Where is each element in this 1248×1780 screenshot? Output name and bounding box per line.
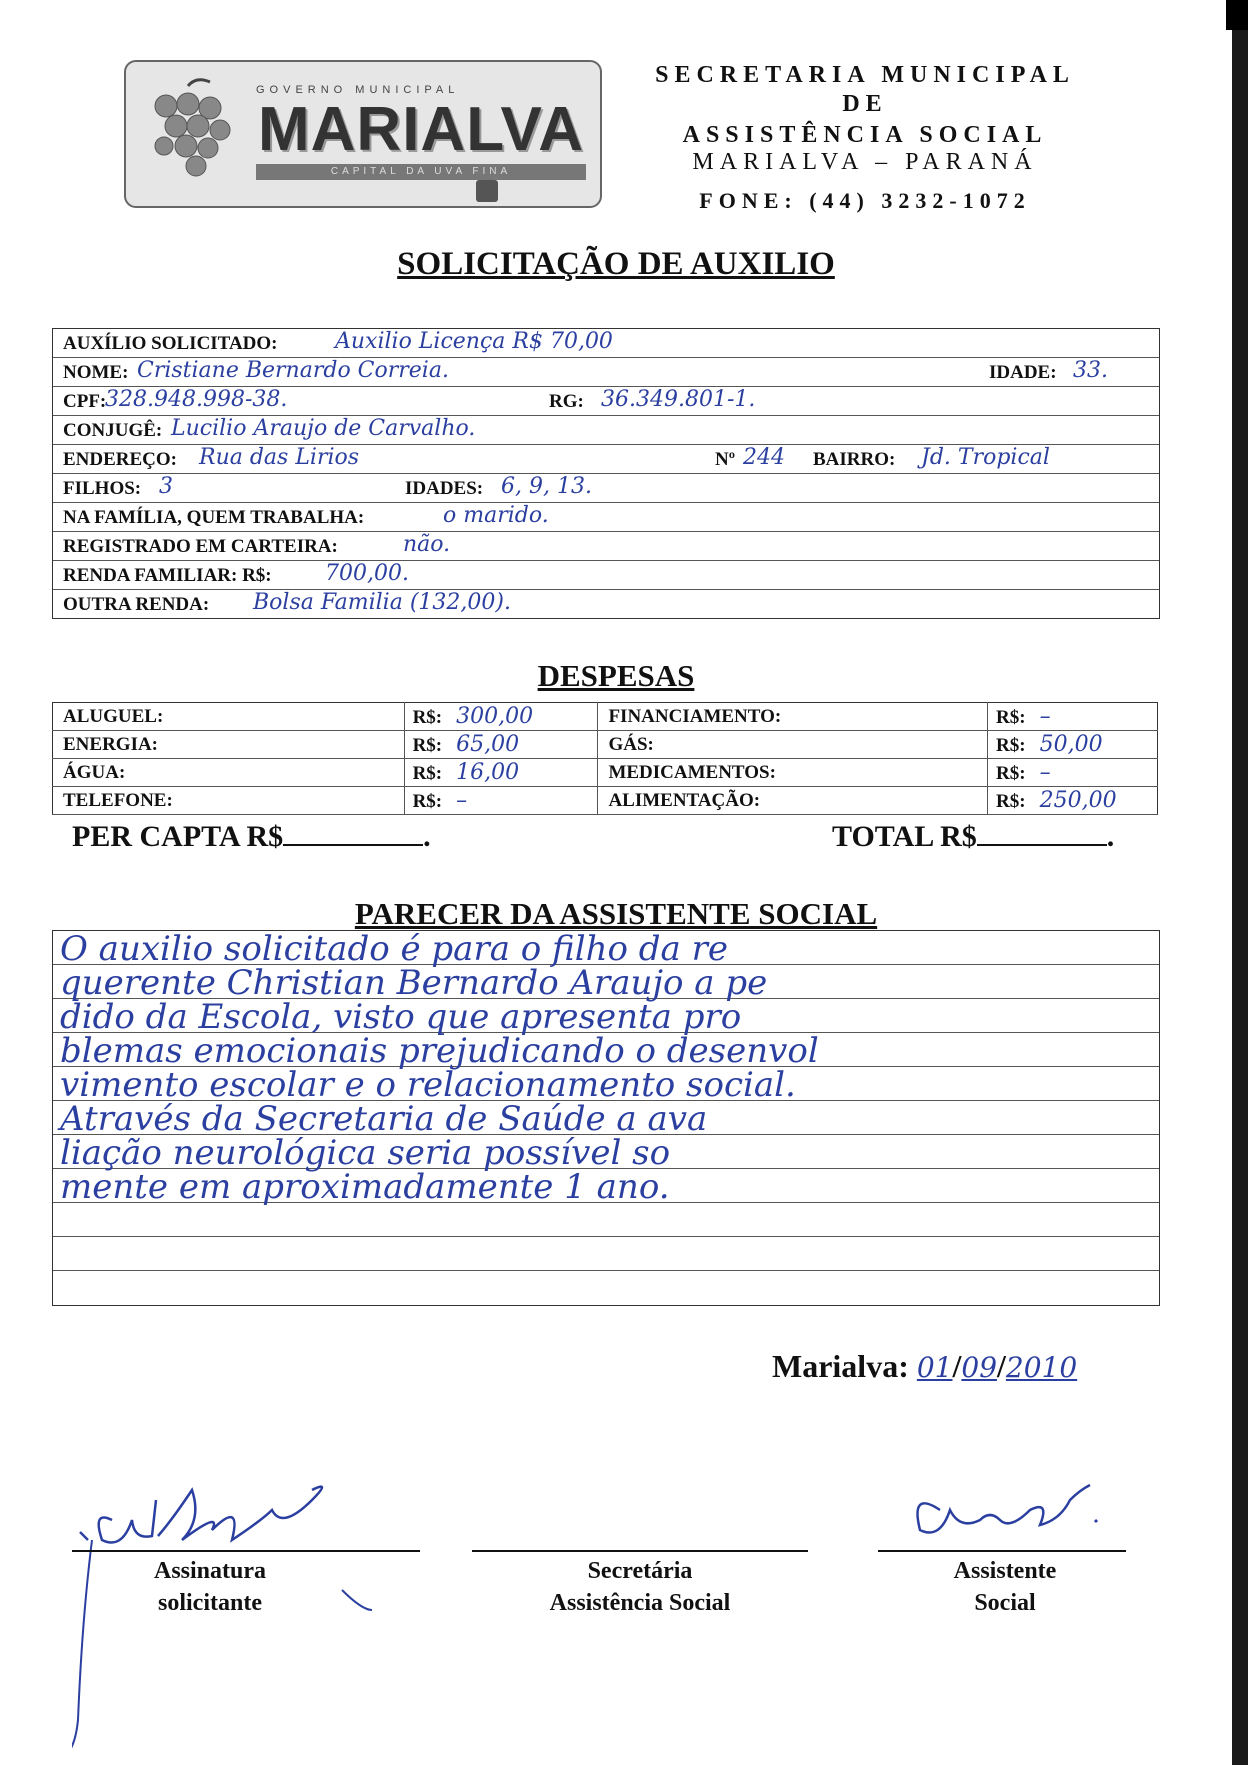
assistant-sig-line2: Social bbox=[974, 1590, 1036, 1616]
despesas-title: DESPESAS bbox=[537, 658, 695, 693]
carteira-label: REGISTRADO EM CARTEIRA: bbox=[63, 536, 338, 557]
currency-label: R$: bbox=[996, 791, 1026, 812]
expense-row bbox=[53, 759, 1158, 787]
per-capta-dot: . bbox=[423, 820, 431, 853]
letterhead bbox=[615, 62, 1115, 214]
parecer-line: liação neurológica seria possível so bbox=[60, 1133, 671, 1173]
parecer-rule bbox=[53, 1270, 1159, 1271]
letterhead-phone: FONE: (44) 3232-1072 bbox=[699, 188, 1031, 213]
per-capta-blank bbox=[283, 818, 423, 846]
rg-value: 36.349.801-1. bbox=[601, 387, 756, 412]
per-capta-label: PER CAPTA R$ bbox=[72, 820, 284, 853]
expense-label: GÁS: bbox=[598, 731, 988, 759]
expense-amount-cell bbox=[988, 731, 1158, 759]
marialva-logo bbox=[124, 60, 602, 208]
expense-amount-cell bbox=[988, 759, 1158, 787]
date-label: Marialva: bbox=[772, 1348, 909, 1384]
page-edge-corner bbox=[1226, 0, 1248, 30]
letterhead-line2: DE bbox=[842, 91, 888, 117]
applicant-sig-line2: solicitante bbox=[158, 1590, 262, 1616]
secretary-sig-line2: Assistência Social bbox=[549, 1590, 731, 1616]
numero-value: 244 bbox=[743, 445, 785, 470]
cpf-value: 328.948.998-38. bbox=[105, 387, 288, 412]
date-year: 2010 bbox=[1005, 1351, 1078, 1384]
secretary-sig-line1: Secretária bbox=[587, 1558, 693, 1584]
renda-value: 700,00. bbox=[325, 561, 409, 586]
parecer-line: dido da Escola, visto que apresenta pro bbox=[60, 997, 742, 1037]
expense-value: – bbox=[1039, 760, 1051, 785]
parecer-rule bbox=[53, 1236, 1159, 1237]
parecer-line: querente Christian Bernardo Araujo a pe bbox=[60, 963, 768, 1003]
conjuge-value: Lucilio Araujo de Carvalho. bbox=[171, 416, 476, 441]
expense-label: MEDICAMENTOS: bbox=[598, 759, 988, 787]
parecer-text bbox=[60, 929, 1170, 1207]
date-month: 09 bbox=[961, 1351, 998, 1384]
total-label: TOTAL R$ bbox=[832, 820, 977, 853]
bairro-label: BAIRRO: bbox=[813, 449, 896, 470]
currency-label: R$: bbox=[412, 707, 443, 728]
expense-label: ÁGUA: bbox=[53, 759, 405, 787]
expense-value: – bbox=[456, 788, 468, 813]
renda-label: RENDA FAMILIAR: R$: bbox=[63, 565, 272, 586]
parecer-line: vimento escolar e o relacionamento social. bbox=[60, 1065, 796, 1105]
grapes-icon bbox=[136, 76, 246, 196]
currency-label: R$: bbox=[412, 763, 443, 784]
signature-label-applicant bbox=[100, 1555, 320, 1619]
expense-amount-cell bbox=[988, 703, 1158, 731]
row-trabalha bbox=[53, 503, 1159, 532]
outra-renda-value: Bolsa Familia (132,00). bbox=[253, 590, 511, 615]
expense-row bbox=[53, 703, 1158, 731]
expense-amount-cell bbox=[404, 703, 598, 731]
outra-renda-label: OUTRA RENDA: bbox=[63, 594, 210, 615]
cpf-label: CPF: bbox=[63, 391, 107, 412]
row-endereco bbox=[53, 445, 1159, 474]
expense-label: ALUGUEL: bbox=[53, 703, 405, 731]
expense-row bbox=[53, 731, 1158, 759]
signature-line-assistant bbox=[878, 1550, 1126, 1552]
endereco-value: Rua das Lirios bbox=[199, 445, 360, 470]
rg-label: RG: bbox=[549, 391, 584, 412]
signature-label-secretary bbox=[490, 1555, 790, 1619]
letterhead-line4: MARIALVA – PARANÁ bbox=[692, 149, 1038, 175]
expense-amount-cell bbox=[404, 759, 598, 787]
expense-row bbox=[53, 787, 1158, 815]
document-title: SOLICITAÇÃO DE AUXILIO bbox=[397, 246, 835, 282]
filhos-value: 3 bbox=[159, 474, 173, 499]
trabalha-label: NA FAMÍLIA, QUEM TRABALHA: bbox=[63, 507, 365, 528]
trabalha-value: o marido. bbox=[443, 503, 549, 528]
expense-amount-cell bbox=[404, 787, 598, 815]
nome-value: Cristiane Bernardo Correia. bbox=[137, 358, 449, 383]
carteira-value: não. bbox=[403, 532, 451, 557]
auxilio-label: AUXÍLIO SOLICITADO: bbox=[63, 333, 278, 354]
logo-brand: MARIALVA bbox=[258, 95, 584, 164]
applicant-sig-line1: Assinatura bbox=[153, 1558, 267, 1584]
idades-value: 6, 9, 13. bbox=[501, 474, 592, 499]
parecer-line: blemas emocionais prejudicando o desenvol bbox=[60, 1031, 819, 1071]
logo-band-bottom: CAPITAL DA UVA FINA bbox=[256, 164, 586, 180]
nome-label: NOME: bbox=[63, 362, 129, 383]
row-auxilio bbox=[53, 329, 1159, 358]
auxilio-value: Auxilio Licença R$ 70,00 bbox=[335, 329, 613, 354]
total bbox=[832, 818, 1114, 854]
expense-value: – bbox=[1039, 704, 1051, 729]
page-edge bbox=[1232, 0, 1248, 1765]
row-outra-renda bbox=[53, 590, 1159, 618]
expense-label: ALIMENTAÇÃO: bbox=[598, 787, 988, 815]
letterhead-line3: ASSISTÊNCIA SOCIAL bbox=[682, 122, 1048, 148]
expense-value: 250,00 bbox=[1039, 788, 1117, 813]
conjuge-label: CONJUGÊ: bbox=[63, 420, 163, 441]
numero-label: Nº bbox=[715, 449, 735, 470]
signature-line-secretary bbox=[472, 1550, 808, 1552]
expense-label: TELEFONE: bbox=[53, 787, 405, 815]
expense-value: 16,00 bbox=[456, 760, 520, 785]
assistant-sig-line1: Assistente bbox=[953, 1558, 1057, 1584]
logo-band-top: GOVERNO MUNICIPAL bbox=[256, 84, 460, 96]
date-day: 01 bbox=[916, 1351, 953, 1384]
expense-amount-cell bbox=[988, 787, 1158, 815]
applicant-info-box bbox=[52, 328, 1160, 619]
expense-label: FINANCIAMENTO: bbox=[598, 703, 988, 731]
letterhead-line1: SECRETARIA MUNICIPAL bbox=[655, 62, 1075, 88]
bairro-value: Jd. Tropical bbox=[921, 445, 1050, 470]
signature-line-applicant bbox=[72, 1550, 420, 1552]
expenses-table bbox=[52, 702, 1158, 815]
assistant-signature bbox=[890, 1480, 1150, 1550]
idades-label: IDADES: bbox=[405, 478, 484, 499]
currency-label: R$: bbox=[996, 735, 1026, 756]
filhos-label: FILHOS: bbox=[63, 478, 142, 499]
total-dot: . bbox=[1106, 820, 1115, 853]
idade-label: IDADE: bbox=[989, 362, 1057, 383]
currency-label: R$: bbox=[412, 791, 443, 812]
applicant-signature bbox=[72, 1460, 402, 1780]
total-blank bbox=[977, 818, 1107, 846]
expense-value: 50,00 bbox=[1039, 732, 1103, 757]
parecer-line: Através da Secretaria de Saúde a ava bbox=[60, 1099, 708, 1139]
idade-value: 33. bbox=[1073, 358, 1108, 383]
expense-value: 300,00 bbox=[456, 704, 534, 729]
currency-label: R$: bbox=[412, 735, 443, 756]
endereco-label: ENDEREÇO: bbox=[63, 449, 178, 470]
expense-label: ENERGIA: bbox=[53, 731, 405, 759]
row-nome bbox=[53, 358, 1159, 387]
currency-label: R$: bbox=[996, 707, 1026, 728]
parecer-line: O auxilio solicitado é para o filho da re bbox=[60, 929, 728, 969]
date-line: Marialva: 01/09/2010 bbox=[772, 1348, 1078, 1384]
row-filhos bbox=[53, 474, 1159, 503]
parecer-line: mente em aproximadamente 1 ano. bbox=[60, 1167, 670, 1207]
expense-value: 65,00 bbox=[456, 732, 520, 757]
per-capta bbox=[72, 818, 431, 854]
parecer-title: PARECER DA ASSISTENTE SOCIAL bbox=[354, 896, 878, 931]
crest-icon bbox=[476, 180, 498, 202]
currency-label: R$: bbox=[996, 763, 1026, 784]
row-carteira bbox=[53, 532, 1159, 561]
row-conjuge bbox=[53, 416, 1159, 445]
signature-label-assistant bbox=[900, 1555, 1110, 1619]
row-renda bbox=[53, 561, 1159, 590]
expense-amount-cell bbox=[404, 731, 598, 759]
row-cpf-rg bbox=[53, 387, 1159, 416]
